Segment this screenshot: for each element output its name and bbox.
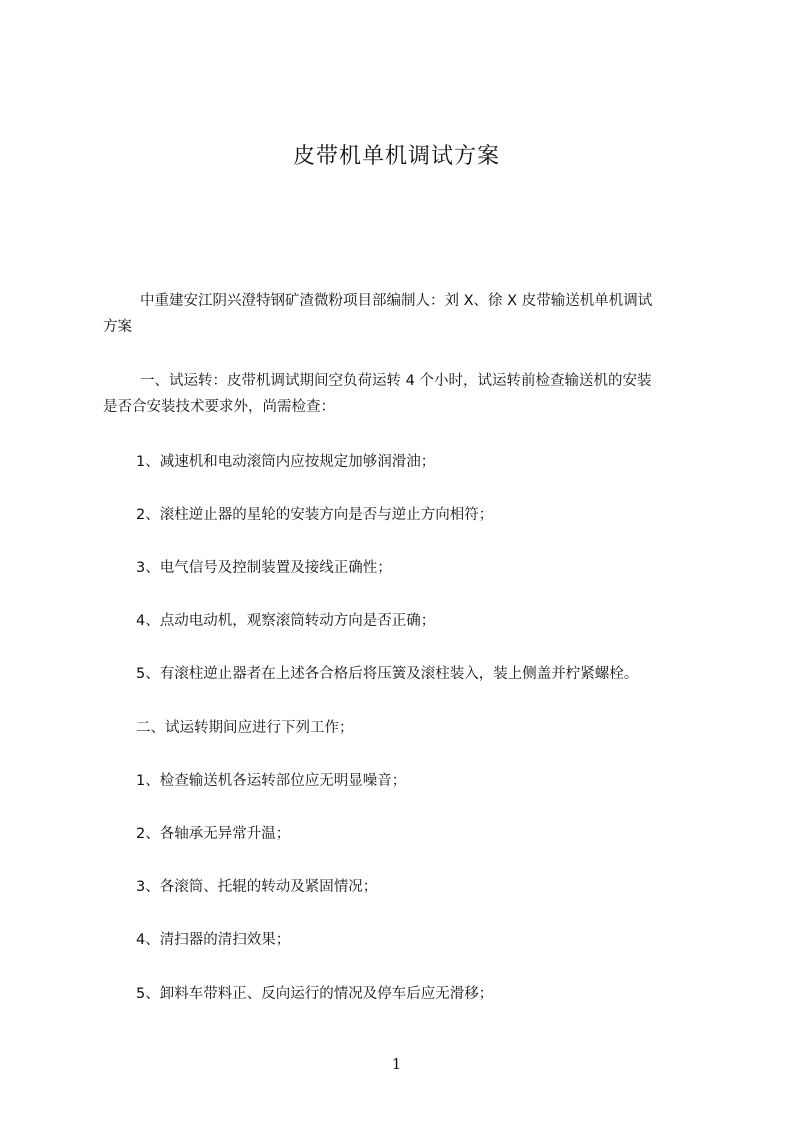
section1-item-3: 3、电气信号及控制装置及接线正确性； bbox=[136, 560, 392, 576]
section2-item-2: 2、各轴承无异常升温； bbox=[136, 826, 291, 842]
section1-item-4: 4、点动电动机，观察滚筒转动方向是否正确； bbox=[136, 613, 436, 629]
section1-line-1: 一、试运转：皮带机调试期间空负荷运转 4 个小时，试运转前检查输送机的安装 bbox=[140, 373, 652, 389]
section2-heading: 二、试运转期间应进行下列工作； bbox=[136, 720, 354, 736]
page-number: 1 bbox=[391, 1055, 402, 1073]
section2-item-1: 1、检查输送机各运转部位应无明显噪音； bbox=[136, 773, 407, 789]
intro-line-1: 中重建安江阴兴澄特钢矿渣微粉项目部编制人：刘 X、徐 X 皮带输送机单机调试 bbox=[140, 293, 653, 309]
section2-item-3: 3、各滚筒、托辊的转动及紧固情况； bbox=[136, 879, 378, 895]
section1-item-5: 5、有滚柱逆止器者在上述各合格后将压簧及滚柱装入，装上侧盖并柠紧螺栓。 bbox=[136, 666, 639, 682]
section2-item-5: 5、卸料车带料正、反向运行的情况及停车后应无滑移； bbox=[136, 986, 494, 1002]
section1-item-2: 2、滚柱逆止器的星轮的安装方向是否与逆止方向相符； bbox=[136, 507, 494, 523]
section1-item-1: 1、减速机和电动滚筒内应按规定加够润滑油； bbox=[136, 454, 436, 470]
section2-item-4: 4、清扫器的清扫效果； bbox=[136, 932, 291, 948]
document-title: 皮带机单机调试方案 bbox=[292, 144, 500, 169]
section1-line-2: 是否合安装技术要求外，尚需检查： bbox=[103, 399, 335, 415]
intro-line-2: 方案 bbox=[103, 319, 132, 335]
